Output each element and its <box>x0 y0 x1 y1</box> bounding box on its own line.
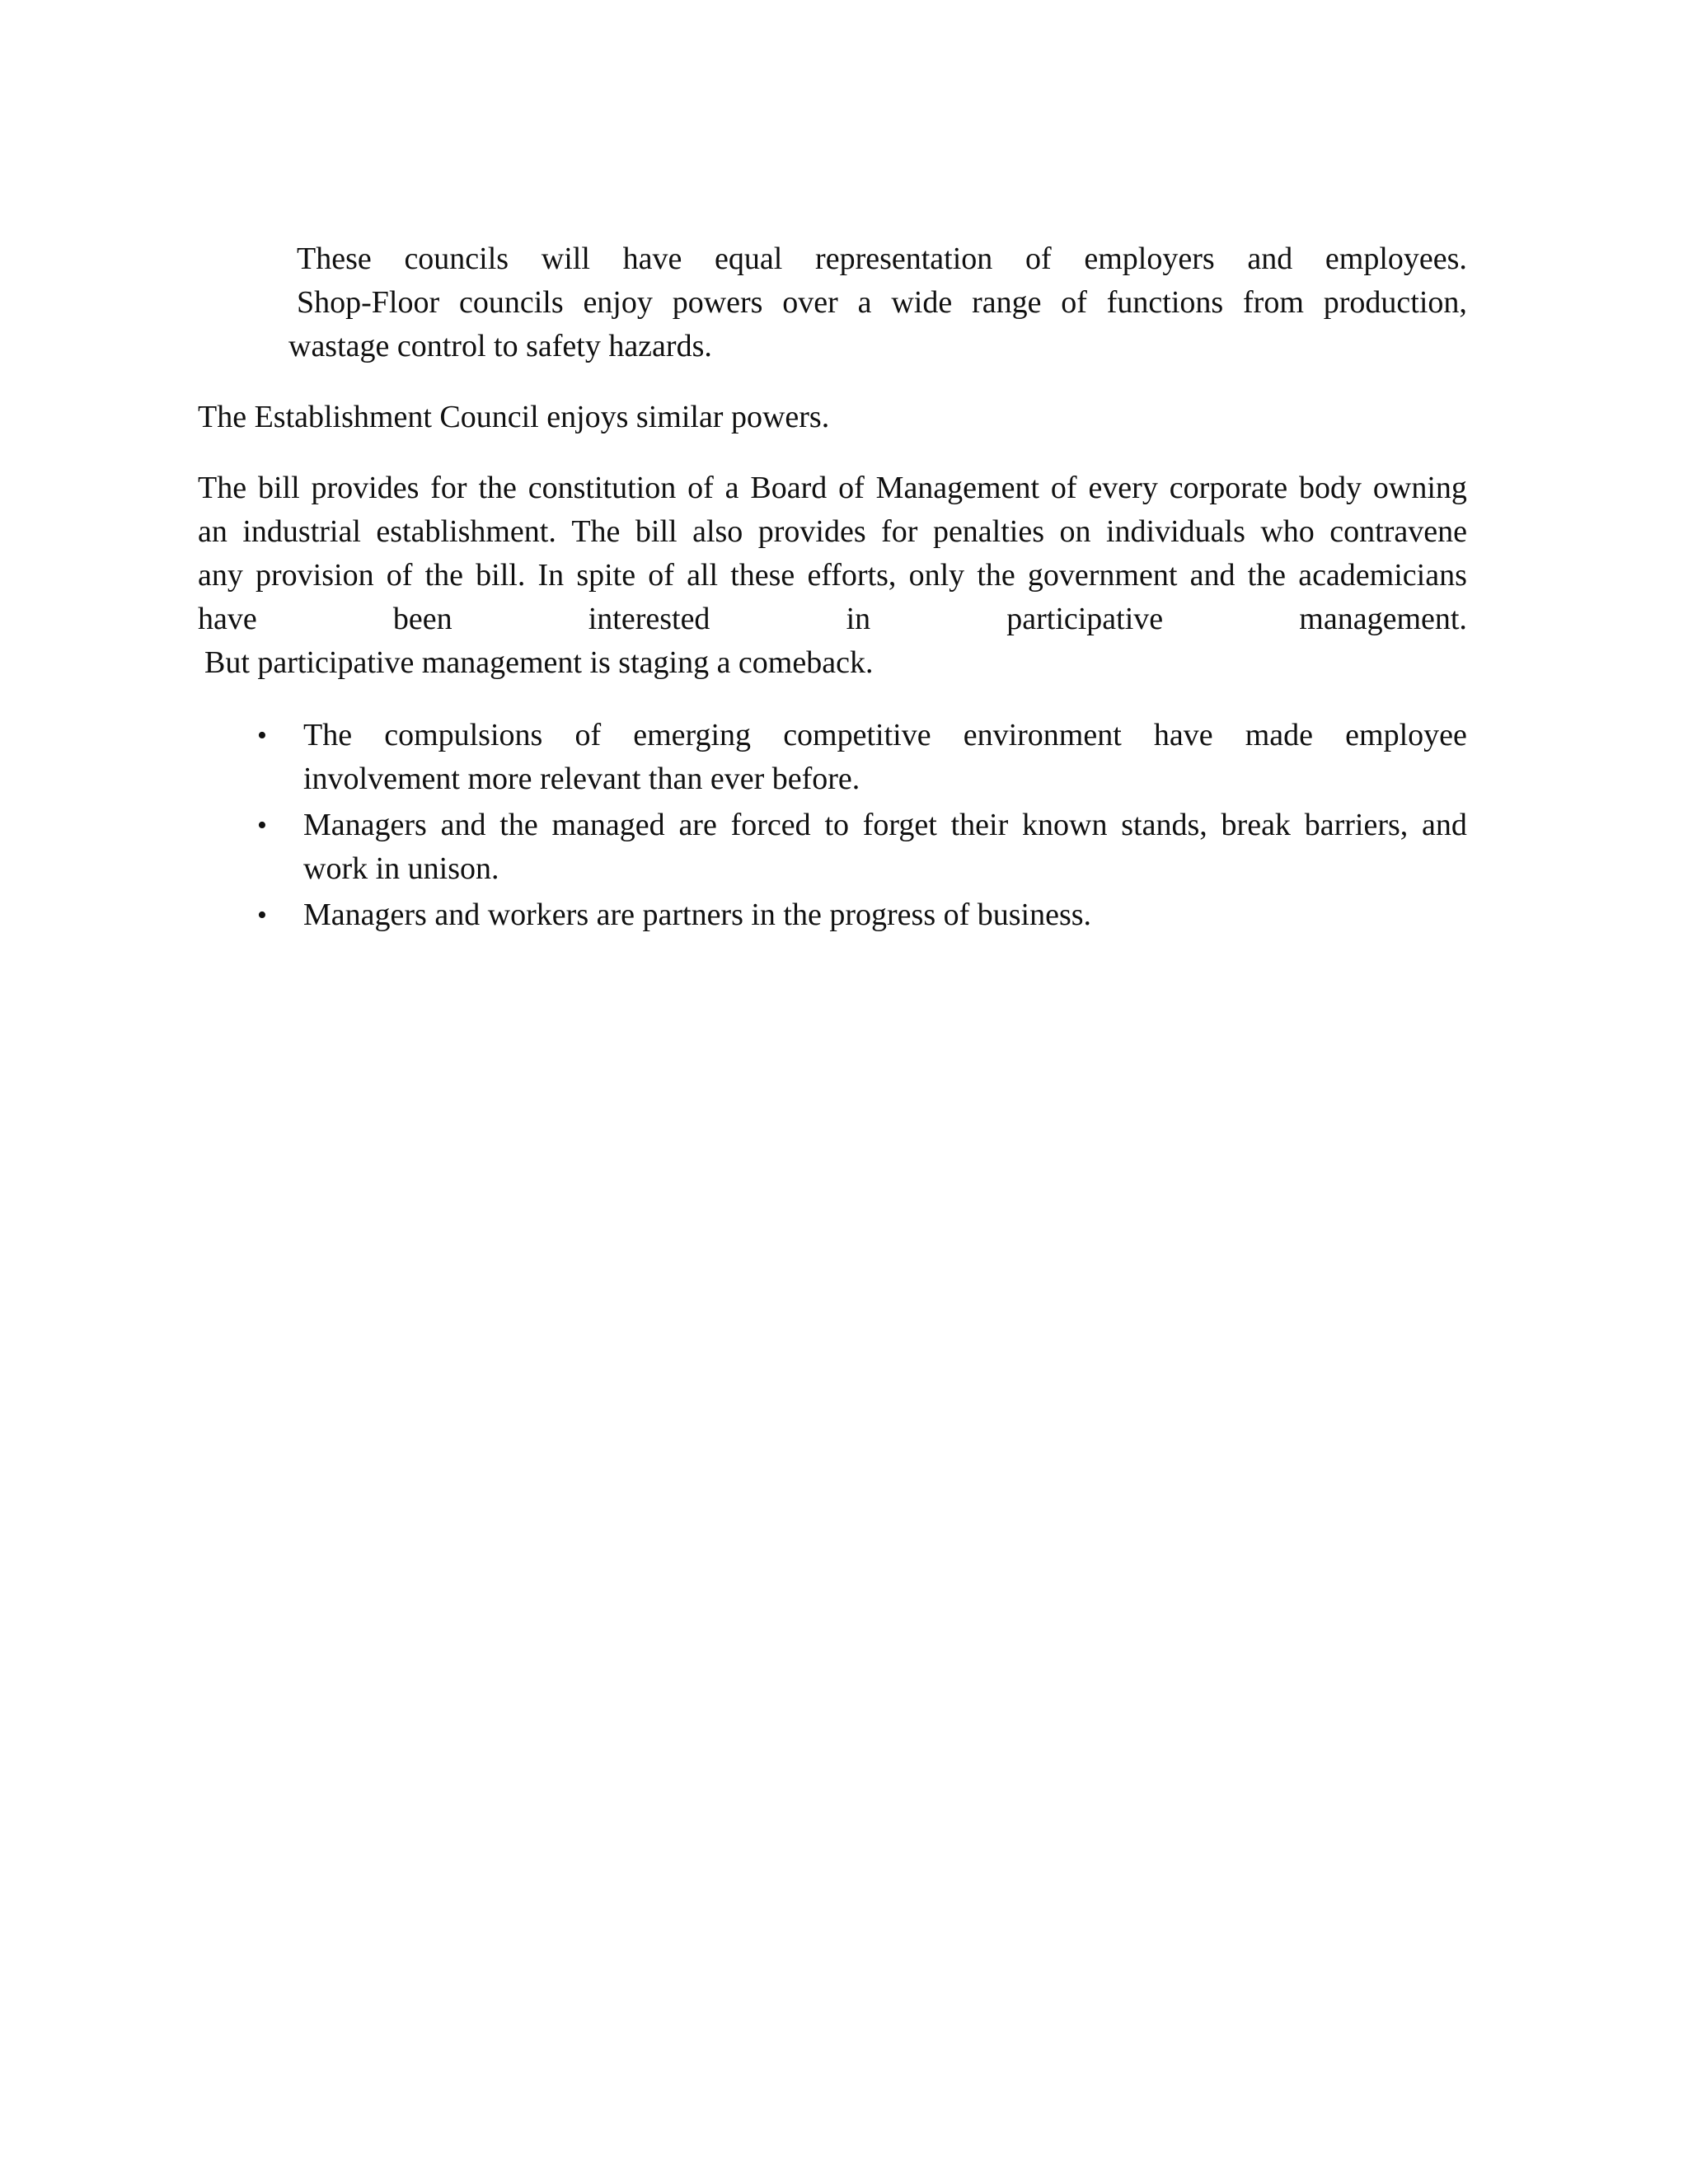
word: establishment. <box>376 514 556 549</box>
word: of <box>1050 471 1077 505</box>
justified-line <box>303 714 1467 757</box>
word: of <box>386 558 413 593</box>
word: provides <box>311 471 420 505</box>
word: employee <box>1345 718 1467 752</box>
word: every <box>1088 471 1158 505</box>
word: The <box>198 471 247 505</box>
bullet-icon: • <box>257 900 267 930</box>
word: for <box>430 471 467 505</box>
paragraph-line: wastage control to safety hazards. <box>288 329 712 363</box>
word: powers <box>672 285 763 320</box>
bullet-icon: • <box>257 810 267 841</box>
word: employees. <box>1325 241 1467 276</box>
paragraph-line <box>198 510 1467 554</box>
paragraph <box>198 466 1467 685</box>
word: an <box>198 514 227 549</box>
word: of <box>1025 241 1052 276</box>
word: will <box>541 241 590 276</box>
word: The <box>303 718 353 752</box>
paragraph-line: involvement more relevant than ever before. <box>303 762 860 796</box>
word: stands, <box>1121 808 1207 842</box>
word: enjoy <box>583 285 653 320</box>
word: made <box>1245 718 1314 752</box>
word: academicians <box>1298 558 1467 593</box>
word: bill <box>635 514 678 549</box>
word: Board <box>750 471 828 505</box>
word: for <box>881 514 918 549</box>
word: Shop-Floor <box>297 285 440 320</box>
word: of <box>1061 285 1087 320</box>
paragraph-line: But participative management is staging a comeback. <box>204 645 874 680</box>
word: In <box>537 558 565 593</box>
word: the <box>977 558 1015 593</box>
word: Managers <box>303 808 427 842</box>
list-item <box>198 893 1467 937</box>
word: have <box>1153 718 1213 752</box>
word: have <box>198 602 257 636</box>
word: the <box>499 808 538 842</box>
word: these <box>730 558 795 593</box>
word: efforts, <box>807 558 897 593</box>
list-item <box>198 714 1467 801</box>
word: and <box>440 808 486 842</box>
bullet-icon: • <box>257 720 267 751</box>
word: known <box>1022 808 1108 842</box>
paragraph <box>198 396 1467 439</box>
word: from <box>1243 285 1304 320</box>
word: environment <box>963 718 1122 752</box>
list-item <box>198 804 1467 891</box>
word: councils <box>404 241 509 276</box>
word: are <box>678 808 717 842</box>
paragraph-line <box>198 466 1467 510</box>
word: provision <box>256 558 374 593</box>
word: body <box>1299 471 1362 505</box>
word: Management <box>875 471 1040 505</box>
word: employers <box>1084 241 1215 276</box>
word: in <box>846 602 871 636</box>
word: their <box>950 808 1009 842</box>
word: and <box>1422 808 1467 842</box>
word: all <box>687 558 719 593</box>
word: government <box>1027 558 1178 593</box>
word: on <box>1059 514 1091 549</box>
word: management. <box>1299 602 1467 636</box>
bullet-list <box>198 714 1467 940</box>
word: break <box>1221 808 1291 842</box>
paragraph-line <box>198 554 1467 598</box>
paragraph-line: The Establishment Council enjoys similar powers. <box>198 400 830 434</box>
word: a <box>724 471 739 505</box>
word: compulsions <box>384 718 543 752</box>
word: representation <box>815 241 993 276</box>
word: and <box>1189 558 1236 593</box>
word: a <box>857 285 872 320</box>
word: managed <box>551 808 665 842</box>
word: individuals <box>1105 514 1245 549</box>
word: have <box>622 241 682 276</box>
word: the <box>478 471 517 505</box>
word: of <box>687 471 714 505</box>
word: spite <box>576 558 636 593</box>
word: contravene <box>1329 514 1467 549</box>
word: owning <box>1372 471 1467 505</box>
word: interested <box>588 602 710 636</box>
word: participative <box>1006 602 1164 636</box>
justified-line <box>198 598 1467 641</box>
word: any <box>198 558 243 593</box>
paragraph-line: work in unison. <box>303 851 499 886</box>
word: provides <box>757 514 866 549</box>
word: forced <box>730 808 811 842</box>
word: penalties <box>932 514 1044 549</box>
justified-line <box>297 281 1467 325</box>
justified-line <box>297 237 1467 281</box>
word: equal <box>715 241 783 276</box>
word: also <box>692 514 743 549</box>
word: constitution <box>528 471 677 505</box>
word: who <box>1260 514 1315 549</box>
word: of <box>838 471 865 505</box>
word: of <box>648 558 674 593</box>
word: functions <box>1106 285 1224 320</box>
word: range <box>972 285 1042 320</box>
word: councils <box>458 285 564 320</box>
word: barriers, <box>1304 808 1409 842</box>
word: the <box>1247 558 1287 593</box>
word: the <box>424 558 463 593</box>
word: bill. <box>476 558 526 593</box>
word: emerging <box>633 718 752 752</box>
word: The <box>571 514 621 549</box>
word: production, <box>1323 285 1467 320</box>
word: bill <box>257 471 300 505</box>
word: to <box>824 808 849 842</box>
word: competitive <box>783 718 931 752</box>
word: and <box>1247 241 1293 276</box>
word: over <box>782 285 838 320</box>
word: wide <box>891 285 953 320</box>
indented-paragraph <box>288 237 1467 368</box>
word: only <box>908 558 965 593</box>
word: of <box>574 718 602 752</box>
word: corporate <box>1169 471 1288 505</box>
word: industrial <box>242 514 361 549</box>
word: been <box>392 602 452 636</box>
paragraph-line: Managers and workers are partners in the progress of business. <box>303 898 1092 932</box>
justified-line <box>303 804 1467 847</box>
word: These <box>297 241 372 276</box>
word: forget <box>862 808 937 842</box>
